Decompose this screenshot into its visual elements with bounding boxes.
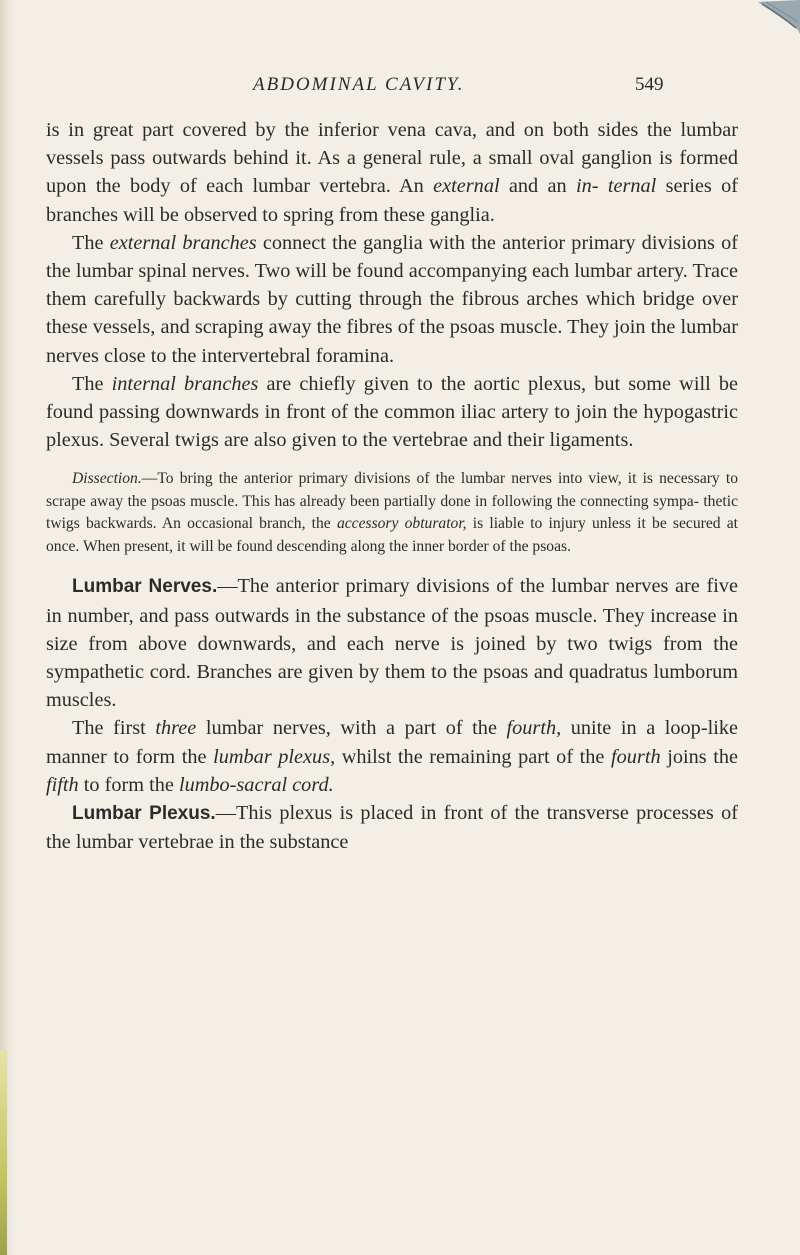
- paragraph-dissection: [46, 468, 738, 558]
- paragraph-lumbar-nerves: [46, 572, 738, 714]
- body-text: [46, 116, 738, 856]
- p1-italic-internal: in- ternal: [575, 175, 657, 198]
- page-edge-stain: [0, 1050, 7, 1255]
- p1-text-e: series of branches will be observed to spring from these ganglia.: [46, 175, 738, 226]
- p5-text-g: whilst the remaining part of the: [335, 745, 612, 768]
- dissection-italic-accessory-obturator: accessory obturator,: [336, 515, 467, 533]
- p5-italic-three: three: [155, 717, 197, 740]
- dissection-text-d: is liable to injury unless it be secured at once. When present, it will be found descending along the inner border of the psoas.: [46, 515, 738, 555]
- p1-text-c: and an: [499, 175, 576, 198]
- p1-italic-external: external: [433, 175, 500, 198]
- paragraph-lumbar-plexus-formation: [46, 714, 738, 799]
- p1-text-a: is in great part covered by the inferior vena cava, and on both sides the lumbar vessels pass outwards behind it. As a general rule, a small oval ganglion is formed upon the body of each lumbar vertebra. An: [46, 119, 738, 198]
- p5-italic-lumbar-plexus: lumbar plexus,: [213, 745, 336, 768]
- p3-text-a: The: [72, 372, 112, 395]
- page-curl-icon: [756, 0, 800, 34]
- dissection-text-b: —To bring the anterior primary divisions of the lumbar nerves into view, it is necessary to scrape away the psoas muscle. This has already been partially done in following the connecting sympa- thetic twigs backwards. An occasional branch, the: [46, 470, 738, 533]
- p2-italic-external-branches: external branches: [109, 231, 257, 254]
- p3-text-c: are chiefly given to the aortic plexus, but some will be found passing downwards in front of the common iliac artery to join the hypogastric plexus. Several twigs are also given to the vertebrae and their ligaments.: [46, 372, 738, 452]
- p5-text-k: to form the: [78, 773, 179, 796]
- p5-text-e: unite in a loop-like manner to form the: [46, 717, 738, 768]
- p5-text-c: lumbar nerves, with a part of the: [196, 717, 507, 740]
- paragraph-lumbar-plexus: [46, 799, 738, 856]
- lumbar-plexus-text: —This plexus is placed in front of the transverse processes of the lumbar vertebrae in the substance: [46, 802, 739, 854]
- paragraph-1: [46, 116, 738, 229]
- p5-italic-fourth: fourth,: [506, 717, 562, 740]
- p5-text-i: joins the: [660, 745, 738, 768]
- paragraph-external-branches: [46, 229, 738, 370]
- p3-italic-internal-branches: internal branches: [111, 372, 259, 395]
- page-edge: [0, 0, 14, 1255]
- running-head: [253, 74, 673, 106]
- p5-text-a: The first: [72, 717, 156, 740]
- page-number: 549: [635, 74, 664, 95]
- p5-italic-lumbo-sacral-cord: lumbo-sacral cord.: [178, 773, 334, 796]
- p5-italic-fifth: fifth: [46, 773, 79, 796]
- p2-text-a: The: [72, 231, 110, 254]
- dissection-heading: Dissection.: [72, 470, 142, 488]
- running-title: ABDOMINAL CAVITY.: [253, 74, 465, 95]
- lumbar-nerves-heading: Lumbar Nerves.: [72, 576, 218, 598]
- p5-italic-fourth-2: fourth: [611, 745, 661, 768]
- lumbar-nerves-text: —The anterior primary divisions of the lumbar nerves are five in number, and pass outwards in the substance of the psoas muscle. They increase in size from above downwards, and each nerve is joined by two twigs from the sympathetic cord. Branches are given by them to the psoas and quadratus lumborum muscles.: [46, 575, 738, 712]
- lumbar-plexus-heading: Lumbar Plexus.: [72, 803, 216, 825]
- paragraph-internal-branches: [46, 370, 738, 455]
- p2-text-c: connect the ganglia with the anterior primary divisions of the lumbar spinal nerves. Two will be found accompanying each lumbar artery. Trace them carefully backwards by cutting through the fibrous arches which bridge over these vessels, and scraping away the fibres of the psoas muscle. They join the lumbar nerves close to the intervertebral foramina.: [46, 231, 738, 367]
